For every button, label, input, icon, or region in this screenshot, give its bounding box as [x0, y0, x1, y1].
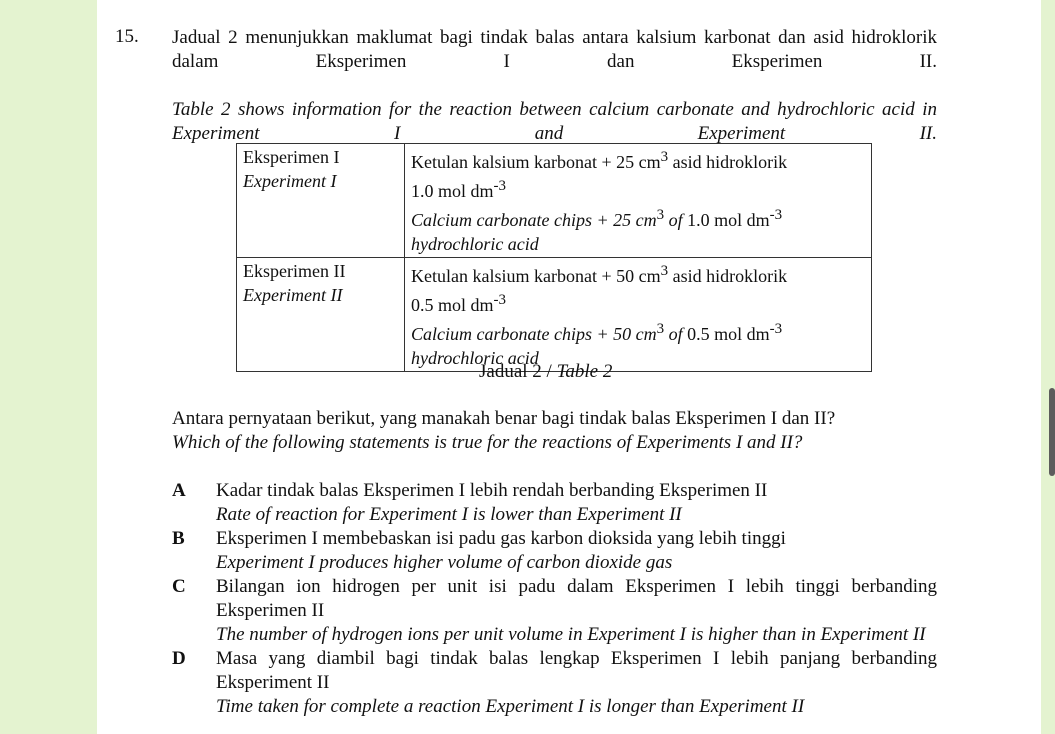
option-text-ms: Masa yang diambil bagi tindak balas lengkap Eksperimen I lebih panjang berbanding Eksperiment II — [216, 648, 937, 693]
intro-english: Table 2 shows information for the reaction between calcium carbonate and hydrochloric acid in Experiment I and Experiment II. — [172, 99, 937, 144]
unit-superscript: 3 — [656, 321, 665, 337]
option-text-ms: Kadar tindak balas Eksperimen I lebih rendah berbanding Eksperimen II — [216, 480, 768, 501]
unit-superscript: 3 — [660, 149, 669, 165]
option-text-ms: Bilangan ion hidrogen per unit isi padu dalam Eksperimen I lebih tinggi berbanding Eksperimen II — [216, 576, 937, 621]
option-a[interactable] — [172, 479, 937, 527]
table-row — [237, 258, 872, 372]
concentration-en: 0.5 mol dm — [687, 324, 770, 344]
option-text-en: The number of hydrogen ions per unit volume in Experiment I is higher than in Experiment II — [216, 624, 926, 645]
table-caption — [479, 361, 612, 383]
option-d[interactable] — [172, 647, 937, 719]
row-content-cell — [405, 144, 872, 258]
experiment-label-ms: Eksperimen II — [243, 261, 346, 281]
acid-en: hydrochloric acid — [411, 348, 539, 368]
unit-superscript: -3 — [493, 178, 507, 194]
caption-en: Table 2 — [556, 361, 613, 382]
question-prompt — [172, 407, 835, 455]
acid-ms: asid hidroklorik — [668, 152, 788, 172]
option-letter: A — [172, 480, 186, 501]
reactant-ms: Ketulan kalsium karbonat + 25 cm — [411, 152, 661, 172]
experiment-label-en: Experiment I — [243, 171, 337, 191]
reactant-en: Calcium carbonate chips + 25 cm — [411, 210, 657, 230]
unit-superscript: -3 — [493, 292, 507, 308]
row-label-cell — [237, 144, 405, 258]
connector-en: of — [664, 210, 688, 230]
option-text-en: Rate of reaction for Experiment I is lower than Experiment II — [216, 504, 682, 525]
row-label-cell — [237, 258, 405, 372]
option-text-ms: Eksperimen I membebaskan isi padu gas karbon dioksida yang lebih tinggi — [216, 528, 786, 549]
option-b[interactable] — [172, 527, 937, 575]
option-text-en: Time taken for complete a reaction Experiment I is longer than Experiment II — [216, 696, 805, 717]
unit-superscript: 3 — [660, 263, 669, 279]
unit-superscript: -3 — [769, 207, 783, 223]
reactant-en: Calcium carbonate chips + 50 cm — [411, 324, 657, 344]
concentration-ms: 1.0 mol dm — [411, 181, 494, 201]
row-content-cell — [405, 258, 872, 372]
acid-en: hydrochloric acid — [411, 234, 539, 254]
document-page — [97, 0, 1041, 734]
experiment-label-ms: Eksperimen I — [243, 147, 340, 167]
option-c[interactable] — [172, 575, 937, 647]
table-row — [237, 144, 872, 258]
scrollbar-thumb[interactable] — [1049, 388, 1055, 476]
unit-superscript: 3 — [656, 207, 665, 223]
acid-ms: asid hidroklorik — [668, 266, 788, 286]
concentration-ms: 0.5 mol dm — [411, 295, 494, 315]
connector-en: of — [664, 324, 688, 344]
prompt-ms: Antara pernyataan berikut, yang manakah benar bagi tindak balas Eksperimen I dan II? — [172, 408, 836, 429]
question-number: 15. — [115, 26, 139, 47]
option-letter: D — [172, 648, 186, 669]
option-letter: B — [172, 528, 185, 549]
option-text-en: Experiment I produces higher volume of carbon dioxide gas — [216, 552, 673, 573]
intro-malay: Jadual 2 menunjukkan maklumat bagi tindak balas antara kalsium karbonat dan asid hidroklorik dalam Eksperimen I dan Eksperimen II. — [172, 27, 937, 72]
answer-options — [172, 479, 937, 719]
experiment-label-en: Experiment II — [243, 285, 343, 305]
concentration-en: 1.0 mol dm — [687, 210, 770, 230]
caption-ms: Jadual 2 / — [479, 361, 557, 382]
prompt-en: Which of the following statements is true for the reactions of Experiments I and II? — [172, 432, 803, 453]
experiment-table — [236, 143, 872, 372]
reactant-ms: Ketulan kalsium karbonat + 50 cm — [411, 266, 661, 286]
option-letter: C — [172, 576, 186, 597]
unit-superscript: -3 — [769, 321, 783, 337]
